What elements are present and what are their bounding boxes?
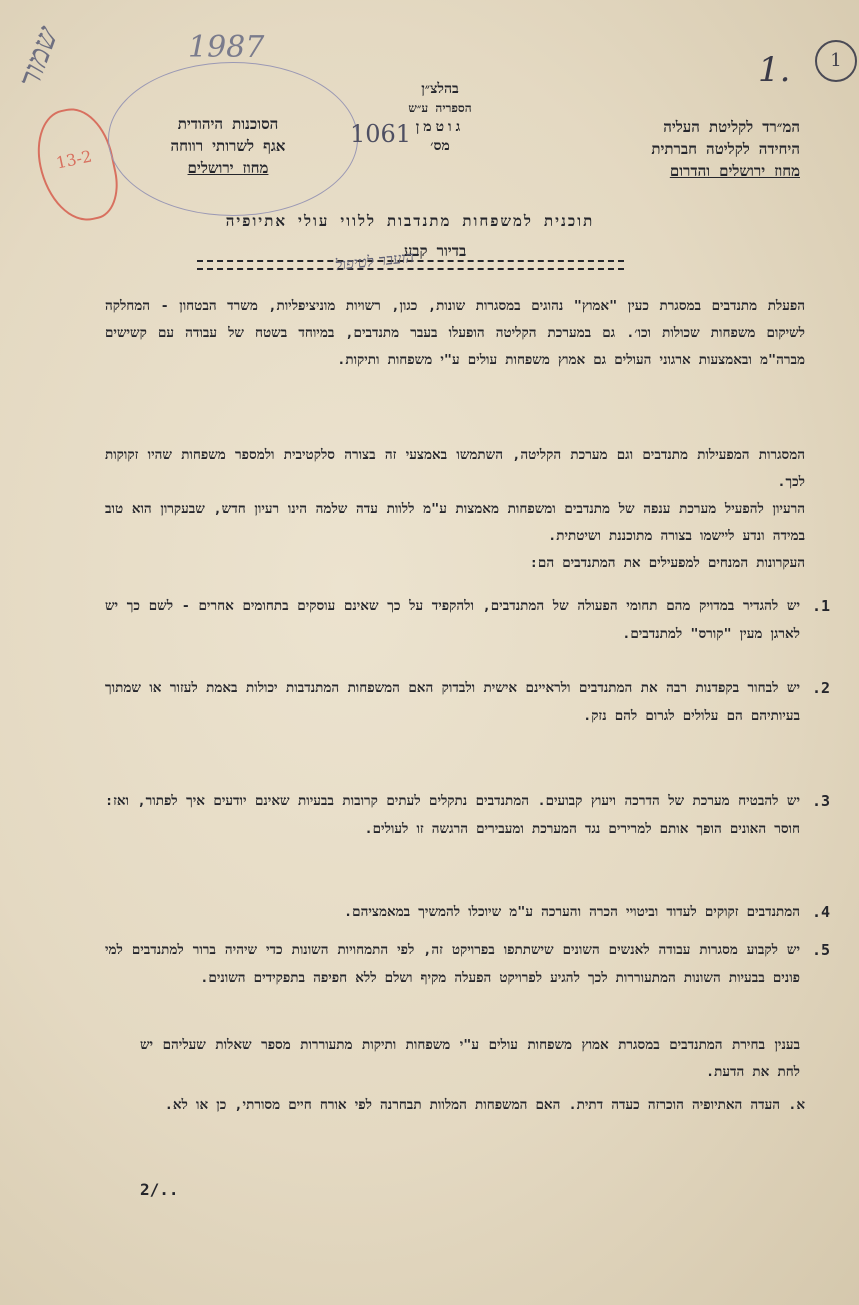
- list-item-text: יש להגדיר במדויק מהם תחומי הפעולה של המתנדבים, ולהקפיד על כך שאינם עוסקים בתחומים אחרים - לשם כך יש לארגן מעין "קורס" למתנדבים.: [105, 598, 800, 642]
- list-item-number: 2.: [811, 679, 830, 697]
- header-right-line3: מחוז ירושלים והדרום: [669, 162, 800, 180]
- list-item: [105, 787, 830, 843]
- list-item-number: 1.: [811, 597, 830, 615]
- stamp-number: 1061: [350, 120, 412, 148]
- list-item-number: 5.: [811, 941, 830, 959]
- document-title: תוכנית למשפחות מתנדבות ללווי עולי אתיופיה: [225, 212, 595, 230]
- header-left-line3: מחוז ירושלים: [187, 159, 269, 177]
- list-item-number: 3.: [811, 792, 830, 810]
- stamp-line: מס׳: [430, 138, 450, 154]
- handwritten-signature-line: הועבר לטיפול: [334, 247, 415, 275]
- list-item-text: יש לקבוע מסגרות עבודה לאנשים השונים שישתתפו בפרויקט זה, לפי התמחויות השונות כדי שיהיה ברור למתנדבים למי פונים בבעיות השונות המתעוררות לכך להגיע לפרויקט הפעלה מקיף ושלם ללא חפיפה בתפקידים השונים.: [105, 942, 800, 986]
- red-handwritten-number: 13-2: [54, 146, 94, 173]
- list-item: [105, 592, 830, 648]
- paragraph-4: העקרונות המנחים למפעילים את המתנדבים הם:: [529, 555, 805, 571]
- list-item-text: המתנדבים זקוקים לעדוד וביטויי הכרה והערכה ע"מ שיוכלו להמשיך במאמציהם.: [344, 904, 800, 920]
- header-left-line2: אגף לשרותי רווחה: [170, 137, 286, 155]
- header-right-line2: היחידה לקליטה חברתית: [651, 140, 800, 158]
- list-item-text: יש להבטיח מערכת של הדרכה ויעוץ קבועים. המתנדבים נתקלים לעתים קרובות בבעיות שאינם יודעים איך לפתור, ואז: חוסר האונים הופך אותם למרירים נגד המערכת ומעבירים הרגשה זו לעולים.: [105, 793, 800, 837]
- list-item: [105, 936, 830, 992]
- handwritten-year: 1987: [188, 30, 265, 65]
- document-subtitle: בדיור קבע: [403, 242, 467, 260]
- paragraph-3: הרעיון להפעיל מערכת ענפה של מתנדבים ומשפחות מאמצות ע"מ ללוות עדה שלמה הינו רעיון חדש, שבעקרון הוא טוב במידה ונדע ליישמו בצורה מתוכננת ושיטתית.: [105, 501, 805, 544]
- header-right-line1: המ״רד לקליטת העליה: [663, 118, 800, 136]
- closing-paragraph: בענין בחירת המתנדבים במסגרת אמוץ משפחות עולים ע"י משפחות ותיקות מתעוררות מספר שאלות שעליהם יש לחת את הדעת.: [140, 1037, 800, 1080]
- page-continuation: 2/..: [140, 1180, 179, 1199]
- paragraph-1: הפעלת מתנדבים במסגרת כעין "אמוץ" נהוגים במסגרות שונות, כגון, רשויות מוניציפליות, משרד הבטחון - המחלקה לשיקום משפחות שכולות וכו׳. גם במערכת הקליטה הופעלו בעבר מתנדבים, במיוחד בשטח של עבודה עם קשישים מברה"מ ובאמצעות ארגוני העולים גם אמוץ משפחות עולים ע"י משפחות ותיקות.: [105, 298, 805, 368]
- list-item: [105, 898, 830, 926]
- stamp-line: גוטמן: [415, 119, 465, 135]
- list-item: [105, 674, 830, 730]
- header-left: [128, 113, 328, 179]
- handwritten-corner-number: 1.: [758, 50, 791, 90]
- handwritten-scribble: שמור: [11, 22, 66, 93]
- closing-question: א. העדה האתיופיה הוכרזה כעדה דתית. האם המשפחות המלוות תבחרנה לפי אורח חיים מסורתי, כן או לא.: [164, 1097, 805, 1113]
- stamp-line: בהלצ״ן: [421, 81, 459, 97]
- header-right: [600, 116, 800, 182]
- circled-page-number: 1: [815, 40, 857, 82]
- list-item-text: יש לבחור בקפדנות רבה את המתנדבים ולראיינם אישית ולבדוק האם המשפחות המתנדבות יכולות באמת לעזור או שמתוך בעיותיהם הם עלולים לגרום להם נזק.: [105, 680, 800, 724]
- paragraph-2: המסגרות המפעילות מתנדבים וגם מערכת הקליטה, השתמשו באמצעי זה בצורה סלקטיבית ולמספר משפחות שהיו זקוקות לכך.: [105, 447, 805, 490]
- stamp-line: הספריה ע״ש: [408, 101, 472, 115]
- list-item-number: 4.: [811, 903, 830, 921]
- header-left-line1: הסוכנות היהודית: [177, 115, 279, 133]
